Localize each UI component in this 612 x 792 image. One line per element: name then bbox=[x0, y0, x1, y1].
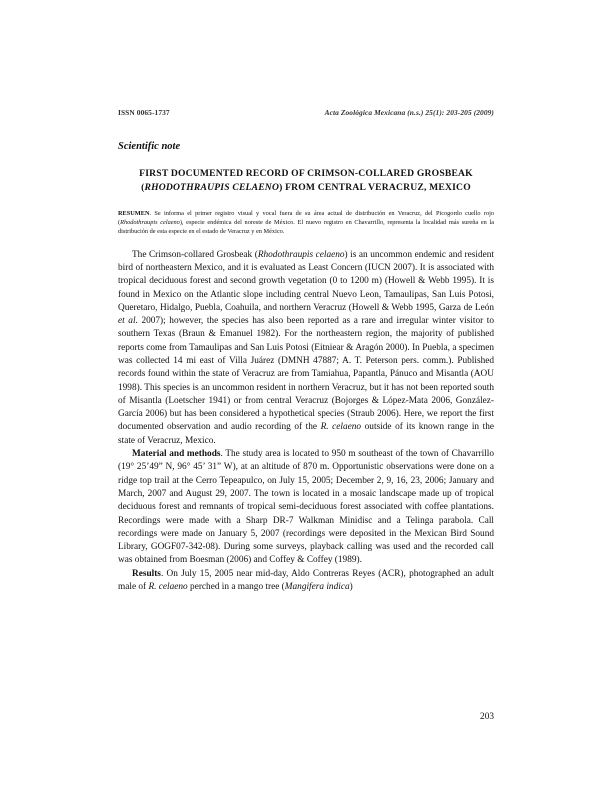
results-heading: Results bbox=[132, 568, 161, 579]
methods-text: . The study area is located to 950 m southeast of the town of Chavarrillo (19° 25’49” N, 96° 45’ 31” W), at an altitude of 870 m. Opportunistic observations were done on a ridge top trail at the Cerro Tepeapulco, on July 15, 2005; December 2, 9, 16, 23, 2006; January and March, 2007 and August 29, 2007. The town is located in a mosaic landscape made up of tropical deciduous forest and remnants of tropical semi-deciduous forest associated with coffee plantations. Recordings were made with a Sharp DR-7 Walkman Minidisc and a Telinga parabola. Call recordings were made on January 5, 2007 (recordings were deposited in the Mexican Bird Sound Library, GOGF07-342-08). During some surveys, playback calling was used and the recorded call was obtained from Boesman (2006) and Coffey & Coffey (1989). bbox=[118, 449, 494, 566]
intro-text-2: ) is an uncommon endemic and resident bird of northeastern Mexico, and it is evaluated as Least Concern (IUCN 2007). It is associated with tropical deciduous forest and second growth vegetation (0 to 1200 m) (Howell & Webb 1995). It is found in Mexico on the Atlantic slope including central Nuevo Leon, Tamaulipas, San Luis Potosi, Queretaro, Hidalgo, Puebla, Coahuila, and northern Veracruz (Howell & Webb 1995, Garza de León bbox=[118, 249, 494, 313]
intro-species-2: R. celaeno bbox=[320, 422, 362, 433]
article-body bbox=[118, 249, 494, 595]
title-rest: ) FROM CENTRAL VERACRUZ, MEXICO bbox=[279, 182, 471, 193]
page-content bbox=[118, 108, 494, 594]
journal-citation: Acta Zoológica Mexicana (n.s.) 25(1): 203-205 (2009) bbox=[324, 108, 494, 117]
results-text-2: perched in a mango tree ( bbox=[187, 582, 285, 593]
title-line-2 bbox=[118, 181, 494, 195]
issn: ISSN 0065-1737 bbox=[118, 108, 170, 117]
section-label: Scientific note bbox=[118, 141, 181, 152]
title-species: RHODOTHRAUPIS CELAENO bbox=[144, 182, 280, 193]
title-paren: ( bbox=[141, 182, 145, 193]
results-species: R. celaeno bbox=[148, 582, 188, 593]
abstract-label: RESUMEN bbox=[118, 210, 150, 217]
intro-etal: et al bbox=[118, 316, 136, 327]
results-text-3: ) bbox=[349, 582, 353, 593]
article-title bbox=[118, 167, 494, 195]
results-plant: Mangifera indica bbox=[284, 582, 350, 593]
intro-text-1: The Crimson-collared Grosbeak ( bbox=[132, 249, 258, 260]
intro-species: Rhodothraupis celaeno bbox=[257, 249, 345, 260]
abstract-species: Rhodothraupis celaeno bbox=[120, 219, 180, 227]
intro-text-4: outside of its known range in the state of Veracruz, Mexico. bbox=[118, 422, 494, 446]
methods-heading: Material and methods bbox=[132, 449, 221, 460]
running-head bbox=[118, 108, 494, 117]
results-text-1: . On July 15, 2005 near mid-day, Aldo Contreras Reyes (ACR), photographed an adult male of bbox=[118, 568, 494, 593]
intro-text-3: . 2007); however, the species has also been reported as a rare and irregular winter visitor to southern Texas (Braun & Emanuel 1982). For the northeastern region, the majority of published reports come from Tamaulipas and San Luis Potosi (Eitniear & Aragón 2000). In Puebla, a specimen was collected 14 mi east of Villa Juárez (DMNH 47887; A. T. Peterson pers. comm.). Published records found within the state of Veracruz are from Tamiahua, Papantla, Pánuco and Misantla (AOU 1998). This species is an uncommon resident in northern Veracruz, but it has not been reported south of Misantla (Loetscher 1941) or from central Veracruz (Bojorges & López-Mata 2006, González-García 2006) but has been considered a hypothetical species (Straub 2006). Here, we report the first documented observation and audio recording of the bbox=[118, 316, 495, 433]
page-number: 203 bbox=[480, 712, 494, 722]
intro-paragraph bbox=[118, 249, 494, 448]
abstract-text-1: . Se informa el primer registro visual y vocal fuera de su área actual de distribución en Veracruz, del Picogordo cuello rojo ( bbox=[118, 210, 494, 227]
methods-paragraph bbox=[118, 448, 494, 568]
abstract-text-2: ), especie endémica del noreste de México. El nuevo registro en Chavarrillo, representa la localidad más sureña en la distribución de esta especie en el estado de Veracruz y en México. bbox=[118, 219, 494, 236]
results-paragraph bbox=[118, 568, 494, 595]
abstract bbox=[118, 209, 494, 237]
title-line-1: FIRST DOCUMENTED RECORD OF CRIMSON-COLLARED GROSBEAK bbox=[139, 168, 473, 179]
